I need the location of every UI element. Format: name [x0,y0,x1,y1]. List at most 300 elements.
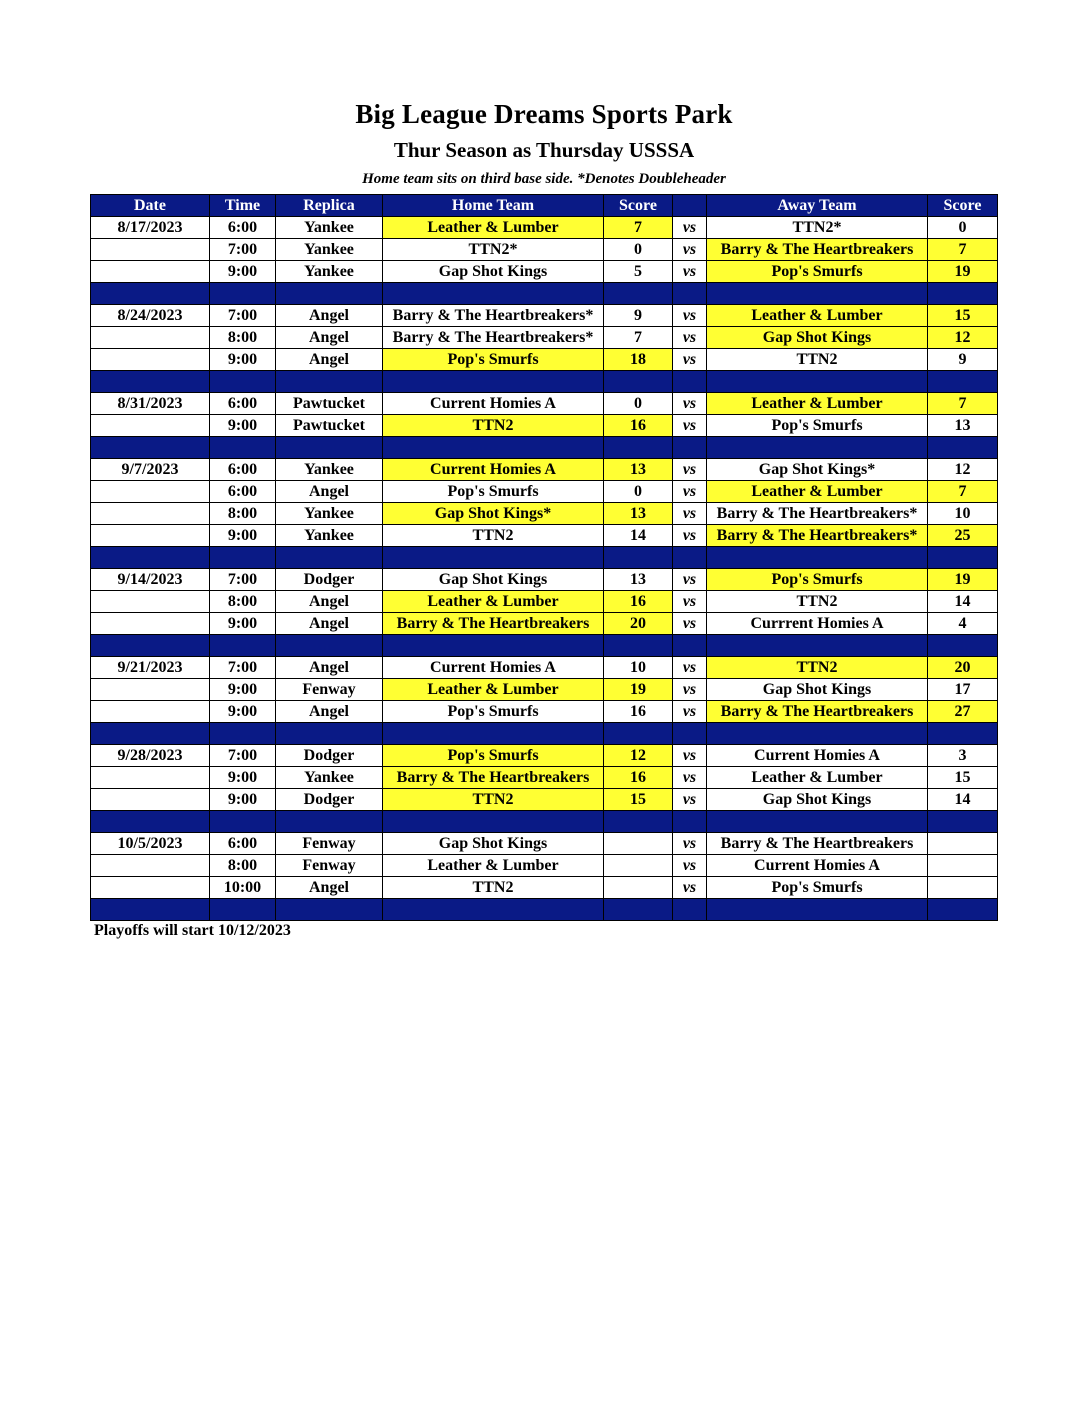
separator-cell [276,371,383,393]
separator-cell [276,899,383,921]
separator-cell [928,283,998,305]
separator-cell [276,283,383,305]
game-date [91,239,210,261]
home-score: 15 [604,789,673,811]
home-team: Leather & Lumber [383,855,604,877]
away-team: Pop's Smurfs [707,877,928,899]
home-team: Leather & Lumber [383,679,604,701]
away-team: TTN2* [707,217,928,239]
separator-cell [707,723,928,745]
separator-cell [210,437,276,459]
game-row [91,239,998,261]
game-row [91,613,998,635]
away-score: 7 [928,239,998,261]
home-team: TTN2 [383,789,604,811]
game-replica: Dodger [276,745,383,767]
away-team: Gap Shot Kings [707,679,928,701]
home-team: Barry & The Heartbreakers [383,767,604,789]
separator-cell [210,371,276,393]
separator-cell [276,635,383,657]
home-score: 20 [604,613,673,635]
home-score: 19 [604,679,673,701]
game-replica: Angel [276,481,383,503]
away-score: 10 [928,503,998,525]
away-team: Barry & The Heartbreakers* [707,503,928,525]
away-team: Leather & Lumber [707,393,928,415]
separator-cell [210,811,276,833]
vs-label: vs [673,525,707,547]
separator-cell [604,811,673,833]
separator-cell [673,635,707,657]
separator-cell [707,811,928,833]
home-score [604,855,673,877]
week-separator-row [91,723,998,745]
week-separator-row [91,371,998,393]
vs-label: vs [673,481,707,503]
game-time: 7:00 [210,745,276,767]
playoffs-note: Playoffs will start 10/12/2023 [94,922,291,939]
game-row [91,305,998,327]
home-score: 16 [604,415,673,437]
vs-label: vs [673,657,707,679]
home-score: 12 [604,745,673,767]
home-score: 16 [604,701,673,723]
separator-cell [707,635,928,657]
game-replica: Yankee [276,503,383,525]
game-date [91,503,210,525]
home-score: 10 [604,657,673,679]
week-separator-row [91,635,998,657]
away-score: 0 [928,217,998,239]
game-time: 6:00 [210,833,276,855]
vs-label: vs [673,503,707,525]
home-score: 16 [604,767,673,789]
away-score: 19 [928,569,998,591]
game-date: 9/14/2023 [91,569,210,591]
home-score: 13 [604,459,673,481]
away-score: 9 [928,349,998,371]
game-row [91,701,998,723]
game-time: 6:00 [210,459,276,481]
header-date: Date [91,195,210,217]
home-score: 0 [604,239,673,261]
separator-cell [383,547,604,569]
away-team: Pop's Smurfs [707,415,928,437]
separator-cell [210,723,276,745]
game-replica: Yankee [276,261,383,283]
separator-cell [276,723,383,745]
separator-cell [91,547,210,569]
separator-cell [91,371,210,393]
header-away-team: Away Team [707,195,928,217]
away-score [928,855,998,877]
week-separator-row [91,283,998,305]
separator-cell [604,547,673,569]
header-vs [673,195,707,217]
game-replica: Angel [276,701,383,723]
schedule-table [90,194,998,921]
away-score: 14 [928,591,998,613]
game-date: 10/5/2023 [91,833,210,855]
game-replica: Fenway [276,833,383,855]
game-date [91,591,210,613]
home-team: Gap Shot Kings [383,569,604,591]
home-team: Gap Shot Kings [383,261,604,283]
home-score: 9 [604,305,673,327]
schedule-body [91,217,998,921]
home-team: TTN2 [383,415,604,437]
game-replica: Angel [276,613,383,635]
game-time: 7:00 [210,569,276,591]
game-row [91,591,998,613]
separator-cell [604,723,673,745]
game-time: 7:00 [210,239,276,261]
header-time: Time [210,195,276,217]
game-replica: Angel [276,657,383,679]
separator-cell [91,723,210,745]
separator-cell [210,547,276,569]
home-team: Leather & Lumber [383,217,604,239]
separator-cell [91,437,210,459]
separator-cell [91,811,210,833]
game-replica: Angel [276,327,383,349]
away-score: 12 [928,459,998,481]
vs-label: vs [673,327,707,349]
away-team: Current Homies A [707,745,928,767]
game-row [91,349,998,371]
game-row [91,459,998,481]
away-score: 7 [928,481,998,503]
home-team: Pop's Smurfs [383,701,604,723]
separator-cell [383,899,604,921]
home-team: Gap Shot Kings* [383,503,604,525]
game-time: 9:00 [210,415,276,437]
game-row [91,789,998,811]
home-team: Barry & The Heartbreakers* [383,327,604,349]
game-date [91,855,210,877]
away-score: 20 [928,657,998,679]
game-date: 8/24/2023 [91,305,210,327]
vs-label: vs [673,459,707,481]
game-time: 9:00 [210,679,276,701]
game-replica: Pawtucket [276,415,383,437]
game-time: 9:00 [210,613,276,635]
home-score: 0 [604,481,673,503]
game-time: 8:00 [210,503,276,525]
separator-cell [604,283,673,305]
header-replica: Replica [276,195,383,217]
game-replica: Pawtucket [276,393,383,415]
game-date [91,525,210,547]
separator-cell [707,371,928,393]
game-row [91,261,998,283]
away-team: Barry & The Heartbreakers* [707,525,928,547]
week-separator-row [91,547,998,569]
home-team: Current Homies A [383,393,604,415]
home-score: 18 [604,349,673,371]
game-date [91,613,210,635]
vs-label: vs [673,789,707,811]
game-row [91,415,998,437]
game-row [91,503,998,525]
vs-label: vs [673,745,707,767]
game-replica: Angel [276,877,383,899]
away-team: TTN2 [707,349,928,371]
separator-cell [91,283,210,305]
away-score: 7 [928,393,998,415]
home-team: Barry & The Heartbreakers* [383,305,604,327]
game-row [91,525,998,547]
away-score: 3 [928,745,998,767]
vs-label: vs [673,393,707,415]
game-time: 9:00 [210,349,276,371]
home-score [604,877,673,899]
separator-cell [928,811,998,833]
away-score: 25 [928,525,998,547]
away-score [928,833,998,855]
home-team: TTN2 [383,525,604,547]
separator-cell [210,283,276,305]
week-separator-row [91,437,998,459]
vs-label: vs [673,877,707,899]
separator-cell [707,437,928,459]
vs-label: vs [673,217,707,239]
game-date [91,415,210,437]
game-time: 9:00 [210,789,276,811]
separator-cell [928,899,998,921]
separator-cell [276,547,383,569]
game-time: 8:00 [210,327,276,349]
away-team: Barry & The Heartbreakers [707,239,928,261]
away-team: Currrent Homies A [707,613,928,635]
game-replica: Dodger [276,789,383,811]
home-score: 14 [604,525,673,547]
separator-cell [673,547,707,569]
separator-cell [383,437,604,459]
home-score: 5 [604,261,673,283]
game-date [91,789,210,811]
vs-label: vs [673,349,707,371]
home-team: Barry & The Heartbreakers [383,613,604,635]
game-date [91,877,210,899]
game-row [91,833,998,855]
page-subtitle: Thur Season as Thursday USSSA [393,138,695,162]
home-score: 16 [604,591,673,613]
game-replica: Yankee [276,525,383,547]
home-score: 13 [604,569,673,591]
game-replica: Angel [276,591,383,613]
away-score: 17 [928,679,998,701]
game-date: 8/31/2023 [91,393,210,415]
game-time: 7:00 [210,657,276,679]
away-score: 4 [928,613,998,635]
away-team: Leather & Lumber [707,305,928,327]
game-time: 6:00 [210,481,276,503]
game-row [91,855,998,877]
home-team: Gap Shot Kings [383,833,604,855]
separator-cell [383,635,604,657]
home-score: 7 [604,327,673,349]
separator-cell [673,371,707,393]
game-row [91,767,998,789]
header-row [91,195,998,217]
away-score [928,877,998,899]
separator-cell [673,283,707,305]
separator-cell [673,899,707,921]
separator-cell [604,899,673,921]
home-score: 0 [604,393,673,415]
week-separator-row [91,811,998,833]
game-date: 9/7/2023 [91,459,210,481]
separator-cell [707,547,928,569]
separator-cell [673,437,707,459]
home-score: 13 [604,503,673,525]
game-replica: Yankee [276,767,383,789]
home-team: Pop's Smurfs [383,745,604,767]
away-score: 27 [928,701,998,723]
away-team: Leather & Lumber [707,481,928,503]
vs-label: vs [673,701,707,723]
away-score: 13 [928,415,998,437]
header-away-score: Score [928,195,998,217]
vs-label: vs [673,569,707,591]
game-row [91,393,998,415]
away-team: Gap Shot Kings* [707,459,928,481]
vs-label: vs [673,833,707,855]
game-replica: Dodger [276,569,383,591]
game-date [91,261,210,283]
separator-cell [276,811,383,833]
week-separator-row [91,899,998,921]
game-row [91,569,998,591]
vs-label: vs [673,305,707,327]
game-time: 6:00 [210,217,276,239]
game-date [91,481,210,503]
home-team: Current Homies A [383,657,604,679]
game-row [91,877,998,899]
home-team: Pop's Smurfs [383,349,604,371]
game-time: 7:00 [210,305,276,327]
home-team: TTN2 [383,877,604,899]
vs-label: vs [673,767,707,789]
separator-cell [928,635,998,657]
game-time: 9:00 [210,701,276,723]
vs-label: vs [673,239,707,261]
separator-cell [604,437,673,459]
game-time: 8:00 [210,591,276,613]
game-time: 9:00 [210,525,276,547]
page-title: Big League Dreams Sports Park [355,99,733,129]
game-row [91,327,998,349]
away-score: 14 [928,789,998,811]
game-replica: Angel [276,305,383,327]
game-date [91,327,210,349]
away-team: Barry & The Heartbreakers [707,833,928,855]
away-score: 15 [928,767,998,789]
game-date [91,767,210,789]
game-row [91,481,998,503]
game-time: 10:00 [210,877,276,899]
schedule-note: Home team sits on third base side. *Denotes Doubleheader [362,171,726,187]
vs-label: vs [673,591,707,613]
away-team: Pop's Smurfs [707,261,928,283]
separator-cell [707,899,928,921]
separator-cell [276,437,383,459]
game-date: 9/28/2023 [91,745,210,767]
home-score [604,833,673,855]
vs-label: vs [673,261,707,283]
vs-label: vs [673,855,707,877]
separator-cell [673,811,707,833]
game-time: 9:00 [210,261,276,283]
game-row [91,657,998,679]
separator-cell [383,283,604,305]
separator-cell [210,899,276,921]
separator-cell [383,371,604,393]
away-score: 19 [928,261,998,283]
game-row [91,217,998,239]
game-time: 6:00 [210,393,276,415]
separator-cell [928,371,998,393]
home-team: Current Homies A [383,459,604,481]
away-team: Barry & The Heartbreakers [707,701,928,723]
game-row [91,745,998,767]
header-home-team: Home Team [383,195,604,217]
game-time: 9:00 [210,767,276,789]
separator-cell [91,899,210,921]
home-score: 7 [604,217,673,239]
vs-label: vs [673,679,707,701]
away-team: Gap Shot Kings [707,789,928,811]
home-team: Leather & Lumber [383,591,604,613]
game-date [91,701,210,723]
game-date: 9/21/2023 [91,657,210,679]
separator-cell [210,635,276,657]
game-replica: Yankee [276,459,383,481]
game-date [91,349,210,371]
separator-cell [604,371,673,393]
away-team: Current Homies A [707,855,928,877]
game-replica: Yankee [276,239,383,261]
game-time: 8:00 [210,855,276,877]
game-replica: Yankee [276,217,383,239]
vs-label: vs [673,415,707,437]
away-team: Gap Shot Kings [707,327,928,349]
separator-cell [604,635,673,657]
away-score: 12 [928,327,998,349]
game-row [91,679,998,701]
separator-cell [928,547,998,569]
separator-cell [673,723,707,745]
separator-cell [91,635,210,657]
away-score: 15 [928,305,998,327]
away-team: Pop's Smurfs [707,569,928,591]
separator-cell [707,283,928,305]
game-replica: Fenway [276,679,383,701]
game-replica: Fenway [276,855,383,877]
game-date [91,679,210,701]
separator-cell [928,723,998,745]
game-date: 8/17/2023 [91,217,210,239]
header-home-score: Score [604,195,673,217]
game-replica: Angel [276,349,383,371]
separator-cell [383,723,604,745]
away-team: TTN2 [707,657,928,679]
separator-cell [383,811,604,833]
away-team: Leather & Lumber [707,767,928,789]
home-team: Pop's Smurfs [383,481,604,503]
home-team: TTN2* [383,239,604,261]
